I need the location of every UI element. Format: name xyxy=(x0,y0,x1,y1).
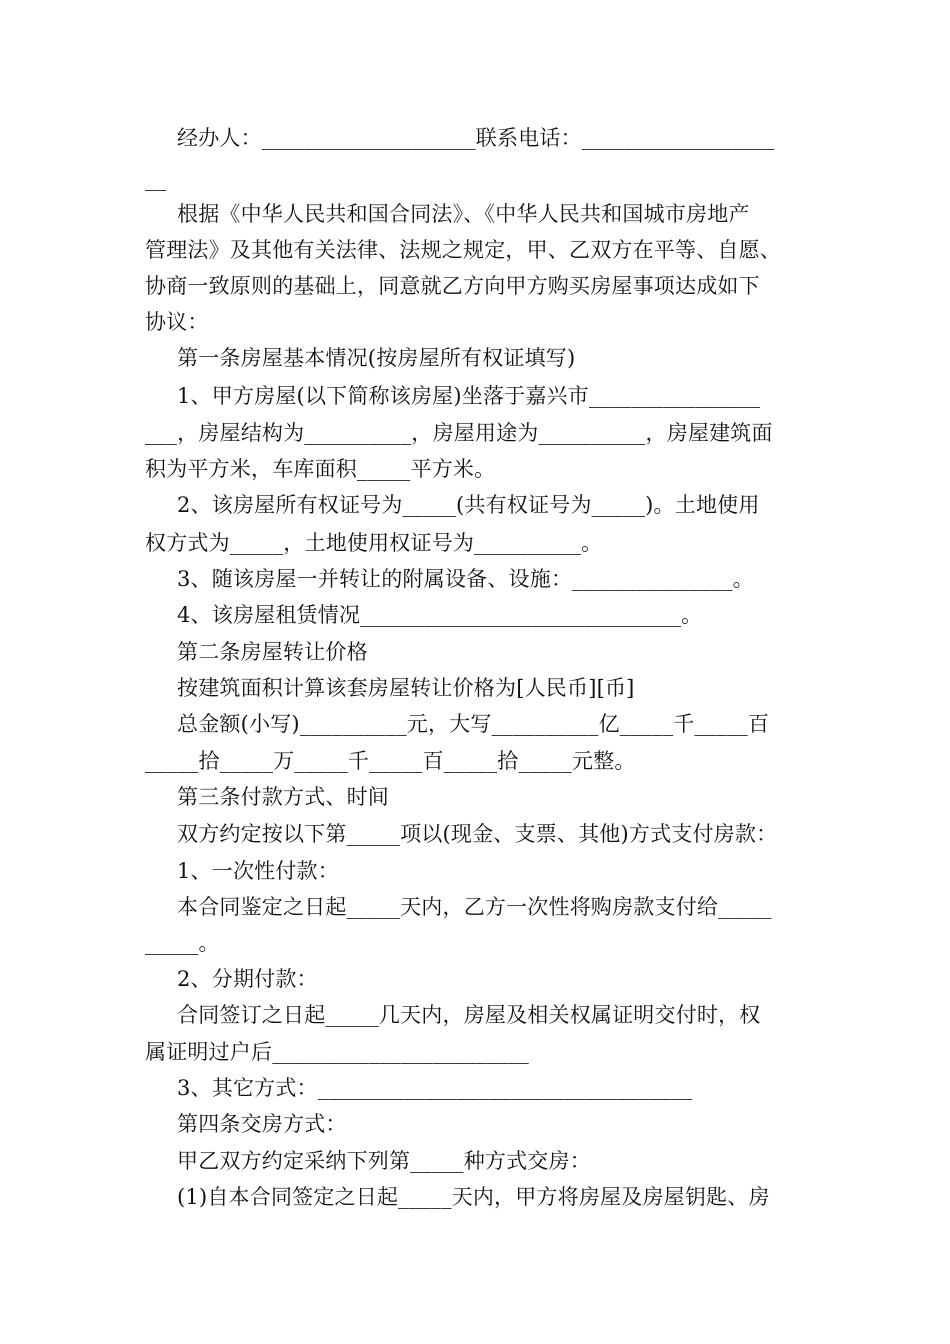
text-line: (1)自本合同签定之日起_____天内，甲方将房屋及房屋钥匙、房 xyxy=(177,1185,770,1209)
text-line: _____。 xyxy=(145,931,220,955)
text-line: 甲乙双方约定采纳下列第_____种方式交房： xyxy=(177,1149,591,1173)
text-line: 本合同鉴定之日起_____天内，乙方一次性将购房款支付给_____ xyxy=(177,895,772,919)
text-line: 属证明过户后________________________ xyxy=(145,1040,529,1064)
text-line: 根据《中华人民共和国合同法》、《中华人民共和国城市房地产 xyxy=(177,202,750,226)
text-line: 3、随该房屋一并转让的附属设备、设施：_______________。 xyxy=(177,567,754,591)
text-line: 合同签订之日起_____几天内，房屋及相关权属证明交付时，权 xyxy=(177,1003,761,1027)
text-line: _____拾_____万_____千_____百_____拾_____元整。 xyxy=(145,749,636,773)
text-line: 4、该房屋租赁情况______________________________。 xyxy=(177,603,703,627)
text-line: 1、一次性付款： xyxy=(177,859,339,883)
text-line: 第三条付款方式、时间 xyxy=(177,785,389,809)
text-line: 第二条房屋转让价格 xyxy=(177,640,368,664)
text-line: 积为平方米，车库面积_____平方米。 xyxy=(145,457,496,481)
text-line: 协商一致原则的基础上，同意就乙方向甲方购买房屋事项达成如下 xyxy=(145,274,760,298)
text-line: 第一条房屋基本情况(按房屋所有权证填写) xyxy=(177,346,576,370)
text-line: ___，房屋结构为__________，房屋用途为__________，房屋建筑面 xyxy=(145,421,773,445)
text-line: __ xyxy=(145,167,167,191)
text-line: 3、其它方式：___________________________________ xyxy=(177,1076,693,1100)
text-line: 1、甲方房屋(以下简称该房屋)坐落于嘉兴市________________ xyxy=(177,384,761,408)
text-line: 第四条交房方式： xyxy=(177,1112,347,1136)
text-line: 权方式为_____，土地使用权证号为__________。 xyxy=(145,531,603,555)
text-line: 总金额(小写)__________元，大写__________亿_____千_____百 xyxy=(177,712,770,736)
text-line: 双方约定按以下第_____项以(现金、支票、其他)方式支付房款： xyxy=(177,822,778,846)
text-line: 按建筑面积计算该套房屋转让价格为[人民币][币] xyxy=(177,676,635,700)
text-line: 2、分期付款： xyxy=(177,967,318,991)
text-line: 经办人：____________________联系电话：__________________ xyxy=(177,126,775,150)
text-line: 2、该房屋所有权证号为_____(共有权证号为_____)。土地使用 xyxy=(177,493,760,517)
text-line: 管理法》及其他有关法律、法规之规定，甲、乙双方在平等、自愿、 xyxy=(145,238,781,262)
text-line: 协议： xyxy=(145,310,209,334)
